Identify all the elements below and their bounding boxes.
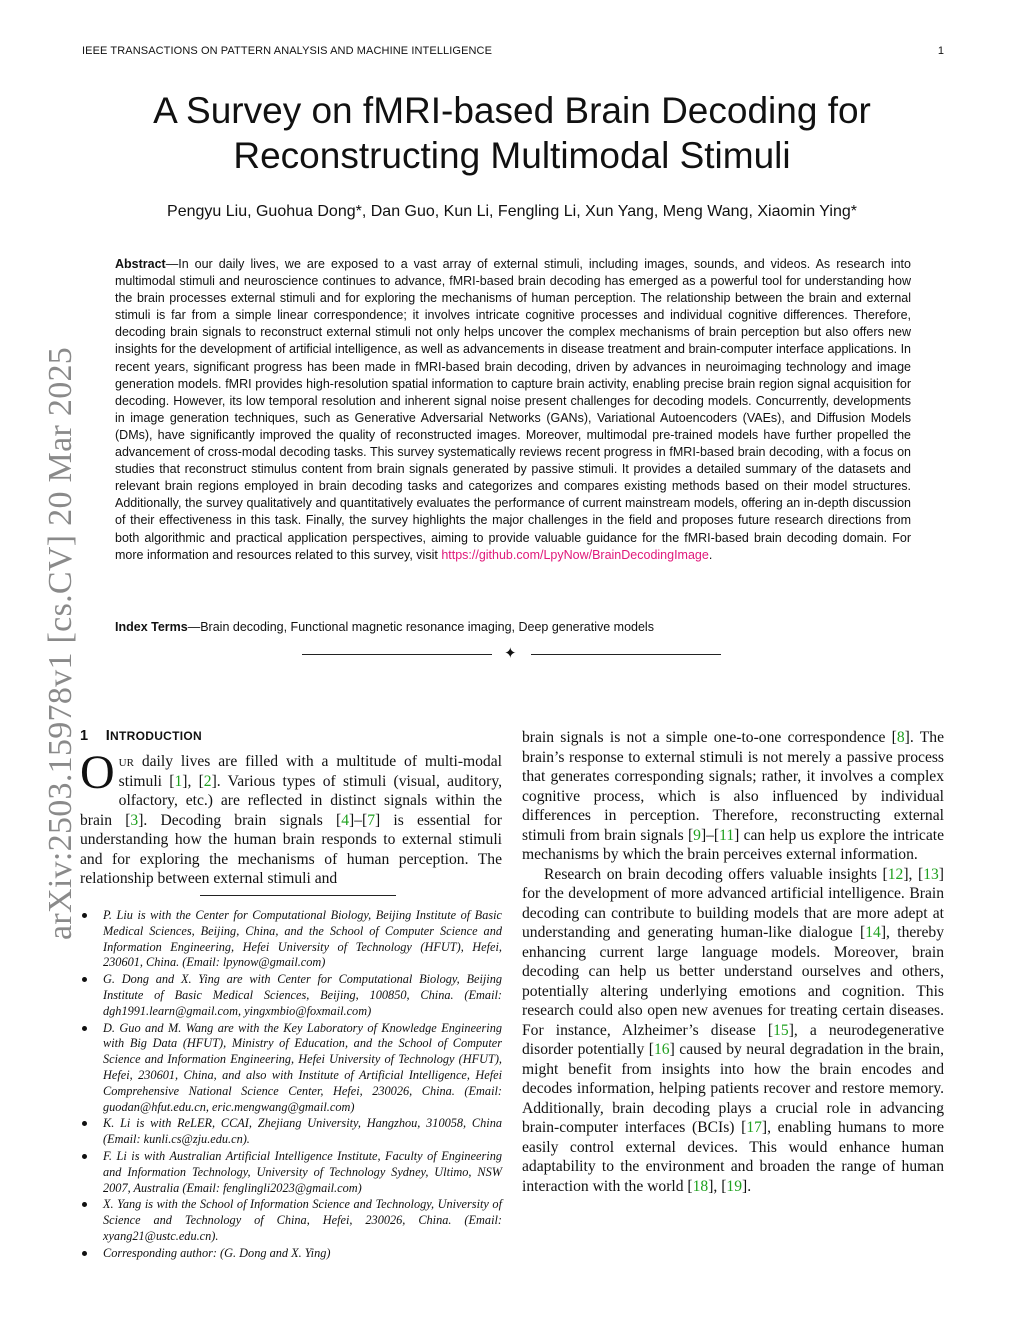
footnote-text: P. Liu is with the Center for Computational Biology, Beijing Institute of Basic Medical Sciences, Beijing, China, and the School of Computer Science and Information Engineering, Hefei University of Technology (HFUT), Hefei, 230601, China. (Email: lpynow@gmail.com) — [103, 908, 502, 970]
bullet-icon — [82, 1251, 87, 1256]
footnote-item — [80, 1021, 502, 1116]
citation-link[interactable]: 12 — [887, 865, 904, 883]
text-run: ]. Decoding brain signals [ — [138, 811, 342, 829]
citation-link[interactable]: 1 — [174, 772, 183, 790]
footnote-item — [80, 1149, 502, 1196]
text-run: ]. The brain’s response to external stimuli is not merely a passive process that generates corresponding signals; rather, it involves a complex cognitive process, which is also influenced by individual differences in perception. Therefore, reconstructing external stimuli from brain signals [ — [522, 729, 944, 844]
text-run: daily lives are filled with a multitude of multi-modal stimuli [ — [118, 753, 502, 790]
citation-link[interactable]: 13 — [923, 865, 939, 883]
citation-link[interactable]: 15 — [773, 1021, 789, 1039]
footnote-text: Corresponding author: (G. Dong and X. Ying) — [103, 1245, 331, 1260]
diamond-ornament-icon: ✦ — [504, 644, 517, 662]
section-title-rest: NTRODUCTION — [110, 729, 203, 743]
bullet-icon — [82, 1202, 87, 1207]
text-run: ], a neurodegenerative disorder potentially [ — [522, 1021, 944, 1058]
text-run: ]. — [742, 1177, 752, 1195]
citation-link[interactable]: 17 — [746, 1119, 762, 1136]
citation-link[interactable]: 11 — [719, 826, 735, 844]
footnote-rule — [200, 895, 396, 896]
dropcap-smallcaps: ur — [118, 753, 134, 770]
footnote-text: F. Li is with Australian Artificial Intelligence Institute, Faculty of Engineering and Information Technology, University of Technology Sydney, Ultimo, NSW 2007, Australia (Email: fenglingli2023@gmail.com) — [103, 1148, 502, 1195]
footnote-item — [80, 1116, 502, 1148]
text-run: ], [ — [182, 772, 204, 790]
citation-link[interactable]: 7 — [367, 811, 375, 829]
citation-link[interactable]: 3 — [130, 811, 139, 829]
text-run: ], [ — [903, 865, 924, 883]
text-run: Research on brain decoding offers valuable insights [ — [544, 865, 888, 883]
abstract-text: —In our daily lives, we are exposed to a vast array of external stimuli, including images, sounds, and videos. As research into multimodal stimuli and neuroscience continues to advance, fMRI-based brain decoding has emerged as a powerful tool for understanding how the brain processes external stimuli and for exploring the mechanisms of human perception. The relationship between the brain and external stimuli is far from a simple linear correspondence; it involves intricate cognitive processes and individual cognitive differences. Therefore, decoding brain signals to reconstruct external stimuli not only helps uncover the complex mechanisms of brain perception but also offers new insights for the development of artificial intelligence, as well as advancements in disease treatment and brain-computer interface applications. In recent years, significant progress has been made in fMRI-based brain decoding, driven by advances in neuroimaging technology and image generation models. fMRI provides high-resolution spatial information to capture brain activity, enabling precise brain region signal acquisition for decoding. However, its low temporal resolution and inherent signal noise present challenges for decoding models. Concurrently, developments in image generation techniques, such as Generative Adversarial Networks (GANs), Variational Autoencoders (VAEs), and Diffusion Models (DMs), have significantly improved the quality of reconstructed images. Moreover, multimodal pre-trained models have further propelled the advancement of cross-modal decoding tasks. This survey systematically reviews recent progress in fMRI-based brain decoding, with a focus on studies that reconstruct stimulus content from brain signals generated by passive stimuli. It provides a detailed summary of the datasets and relevant brain regions employed in brain decoding tasks and categorizes and compares existing methods based on their model structures. Additionally, the survey qualitatively and quantitatively evaluates the performance of current mainstream models, offering an in-depth discussion of their effectiveness in this task. Finally, the survey highlights the major challenges in the field and proposes future research directions from both algorithmic and practical application perspectives, aiming to provide valuable guidance for the fMRI-based brain decoding domain. For more information and resources related to this survey, visit — [115, 257, 911, 562]
text-run: ] can help us explore the intricate mechanisms by which the brain perceives external information. — [522, 826, 945, 863]
footnote-text: K. Li is with ReLER, CCAI, Zhejiang University, Hangzhou, 310058, China (Email: kunli.cs@zju.edu.cn). — [103, 1116, 502, 1147]
text-run: brain signals is not a simple one-to-one correspondence [ — [522, 729, 897, 746]
text-run: ]–[ — [349, 811, 368, 829]
intro-paragraph-2 — [522, 865, 944, 1197]
author-list: Pengyu Liu, Guohua Dong*, Dan Guo, Kun Li, Fengling Li, Xun Yang, Meng Wang, Xiaomin Ying* — [167, 203, 857, 220]
bullet-icon — [82, 1154, 87, 1159]
paper-title — [100, 88, 924, 178]
intro-column-right — [522, 728, 944, 1196]
intro-paragraph-continued — [522, 728, 944, 865]
separator-left — [302, 654, 492, 655]
bullet-icon — [82, 913, 87, 918]
text-run: ] caused by neural degradation in the brain, might benefit from insights into how the brain encodes and decodes information, helping patients recover and restore memory. Additionally, brain decoding plays a crucial role in advancing brain-computer interfaces (BCIs) [ — [522, 1041, 944, 1136]
title-line-2: Reconstructing Multimodal Stimuli — [233, 135, 791, 176]
text-run: ]–[ — [700, 826, 720, 844]
citation-link[interactable]: 19 — [726, 1177, 742, 1195]
intro-paragraph-left — [80, 746, 503, 889]
index-terms — [115, 620, 911, 634]
abstract — [115, 256, 911, 564]
text-run: ] for the development of more advanced artificial intelligence. Brain decoding can contribute to building models that are more adept at understanding and generating human-like dialogue [ — [522, 865, 944, 941]
index-terms-text: —Brain decoding, Functional magnetic resonance imaging, Deep generative models — [187, 620, 654, 634]
text-run: ], enabling humans to more easily control external devices. This would enhance human adaptability to the environment and broaden the range of human interaction with the world [ — [522, 1119, 944, 1195]
bullet-icon — [82, 1026, 87, 1031]
page-number: 1 — [937, 45, 944, 57]
index-terms-label: Index Terms — [115, 620, 188, 634]
footnote-text: D. Guo and M. Wang are with the Key Laboratory of Knowledge Engineering with Big Data (HFUT), Ministry of Education, and the School of Computer Science and Information Engineering, Hefei University of Technology (HFUT), Hefei, 230601, China, and also with Institute of Artificial Intelligence, Hefei Comprehensive National Science Center, Hefei, 230026, China. (Email: guodan@hfut.edu.cn, eric.mengwang@gmail.com) — [103, 1020, 502, 1114]
text-run: ], thereby enhancing current large language models. Moreover, brain decoding can help us better understand ourselves and others, potentially altering underlying emotions and cognition. This research could also open new avenues for treating certain diseases. For instance, Alzheimer’s disease [ — [522, 924, 944, 1039]
abstract-end: . — [708, 547, 713, 562]
dropcap: O — [80, 746, 115, 799]
journal-header: IEEE TRANSACTIONS ON PATTERN ANALYSIS AND MACHINE INTELLIGENCE — [82, 45, 493, 57]
footnote-item — [80, 1246, 502, 1262]
citation-link[interactable]: 18 — [692, 1177, 709, 1195]
footnote-item — [80, 1197, 502, 1244]
text-run: ] is essential for understanding how the human brain responds to external stimuli and for exploring the mechanisms of human perception. The relationship between external stimuli and — [80, 811, 502, 887]
title-line-1: A Survey on fMRI-based Brain Decoding for — [153, 90, 871, 131]
citation-link[interactable]: 16 — [654, 1041, 670, 1058]
citation-link[interactable]: 4 — [341, 811, 349, 829]
footnote-item — [80, 972, 502, 1019]
citation-link[interactable]: 14 — [865, 924, 881, 941]
separator-right — [531, 654, 721, 655]
github-link[interactable]: https://github.com/LpyNow/BrainDecodingImage — [441, 547, 709, 562]
arxiv-stamp: arXiv:2503.15978v1 [cs.CV] 20 Mar 2025 — [42, 346, 79, 940]
text-run: ]. Various types of stimuli (visual, auditory, olfactory, etc.) are reflected in distinct signals within the brain [ — [80, 772, 503, 829]
bullet-icon — [82, 977, 87, 982]
footnote-text: X. Yang is with the School of Information Science and Technology, University of Science and Technology of China, Hefei, 230026, China. (Email: xyang21@ustc.edu.cn). — [103, 1197, 502, 1243]
citation-link[interactable]: 2 — [203, 772, 212, 790]
section-number: 1 — [80, 728, 89, 744]
abstract-label: Abstract — [115, 257, 166, 271]
text-run: ], [ — [708, 1177, 727, 1195]
affiliation-footnotes — [80, 908, 502, 1263]
section-heading-introduction — [80, 728, 202, 744]
section-title-initial: I — [105, 728, 111, 744]
citation-link[interactable]: 9 — [693, 826, 701, 844]
footnote-item — [80, 908, 502, 971]
citation-link[interactable]: 8 — [896, 729, 905, 746]
footnote-text: G. Dong and X. Ying are with Center for Computational Biology, Beijing Institute of Basic Medical Sciences, Beijing, 100850, China. (Email: dgh1991.learn@gmail.com, yingxmbio@foxmail.com) — [103, 972, 502, 1018]
bullet-icon — [82, 1121, 87, 1126]
